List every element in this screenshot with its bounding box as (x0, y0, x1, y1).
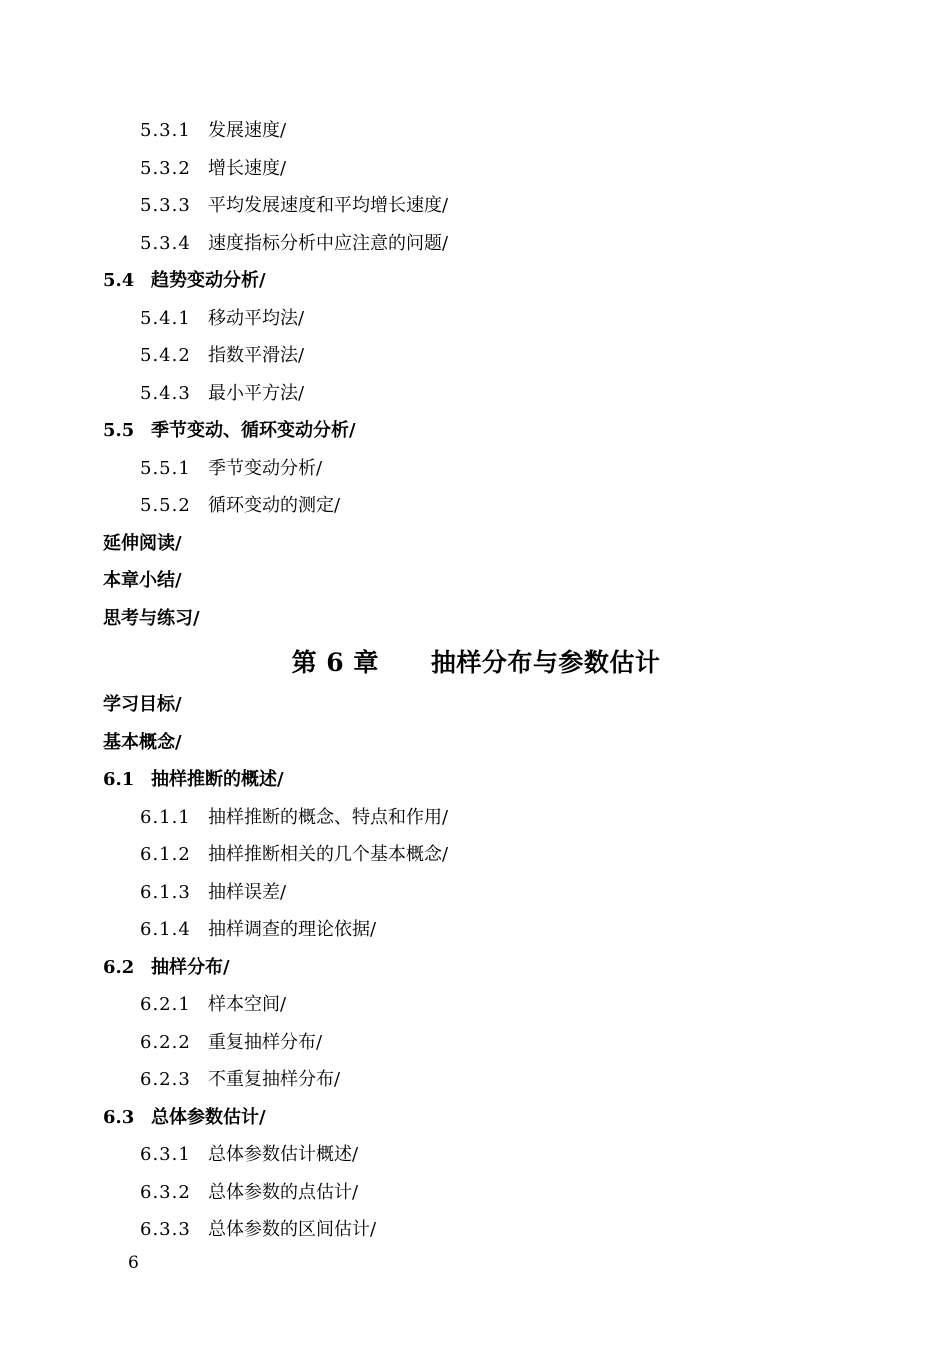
toc-entry-title: 总体参数的区间估计/ (208, 1219, 377, 1240)
toc-entry-title: 学习目标/ (103, 694, 182, 715)
toc-entry-title: 本章小结/ (103, 570, 182, 591)
toc-section-entry (103, 731, 182, 753)
toc-section-entry (103, 272, 266, 290)
toc-entry-title: 抽样分布/ (151, 956, 230, 978)
toc-entry-title: 趋势变动分析/ (151, 270, 266, 291)
toc-entry-number: 5.3.3 (140, 195, 191, 216)
toc-subsection-entry (140, 197, 448, 215)
toc-section-entry (103, 956, 230, 978)
toc-entry-title: 最小平方法/ (208, 382, 305, 404)
toc-entry-title: 速度指标分析中应注意的问题/ (208, 232, 449, 254)
toc-entry-number: 5.4.1 (140, 307, 191, 329)
toc-section-entry (103, 696, 182, 714)
toc-entry-title: 重复抽样分布/ (208, 1031, 323, 1053)
toc-subsection-entry (140, 457, 323, 479)
toc-entry-number: 6.1.2 (140, 844, 191, 865)
toc-entry-title: 平均发展速度和平均增长速度/ (208, 195, 449, 216)
chapter-title: 抽样分布与参数估计 (430, 648, 661, 677)
toc-section-entry (103, 532, 182, 554)
toc-entry-title: 抽样推断的概念、特点和作用/ (208, 806, 449, 828)
toc-entry-number: 5.4.2 (140, 345, 191, 366)
toc-entry-number: 6.3 (103, 1106, 135, 1128)
toc-subsection-entry (140, 497, 340, 515)
toc-entry-number: 5.3.2 (140, 157, 191, 179)
toc-subsection-entry (140, 1181, 359, 1203)
toc-entry-number: 6.2.2 (140, 1031, 191, 1053)
toc-entry-title: 不重复抽样分布/ (208, 1069, 341, 1090)
toc-entry-number: 6.3.3 (140, 1219, 191, 1240)
toc-subsection-entry (140, 122, 286, 140)
toc-entry-number: 6.3.1 (140, 1144, 191, 1165)
toc-subsection-entry (140, 806, 449, 828)
toc-subsection-entry (140, 232, 449, 254)
toc-entry-number: 5.5.2 (140, 495, 191, 516)
toc-entry-title: 思考与练习/ (103, 607, 200, 629)
chapter-number: 第 6 章 (291, 648, 379, 677)
toc-entry-title: 总体参数的点估计/ (208, 1181, 359, 1203)
toc-subsection-entry (140, 307, 305, 329)
toc-entry-number: 5.4.3 (140, 382, 191, 404)
toc-entry-title: 延伸阅读/ (103, 532, 182, 554)
toc-entry-title: 抽样误差/ (208, 881, 287, 903)
toc-subsection-entry (140, 1071, 340, 1089)
toc-entry-title: 指数平滑法/ (208, 345, 305, 366)
toc-entry-number: 6.1.1 (140, 806, 191, 828)
toc-subsection-entry (140, 1221, 376, 1239)
toc-section-entry (103, 572, 182, 590)
toc-entry-title: 季节变动、循环变动分析/ (151, 420, 356, 441)
toc-entry-title: 移动平均法/ (208, 307, 305, 329)
toc-entry-title: 抽样推断的概述/ (151, 769, 284, 790)
toc-entry-number: 6.3.2 (140, 1181, 191, 1203)
toc-section-entry (103, 1106, 266, 1128)
toc-subsection-entry (140, 881, 287, 903)
toc-subsection-entry (140, 1146, 358, 1164)
toc-entry-number: 6.2 (103, 956, 135, 978)
chapter-heading (0, 650, 952, 675)
toc-subsection-entry (140, 157, 287, 179)
toc-entry-title: 抽样推断相关的几个基本概念/ (208, 844, 449, 865)
toc-section-entry (103, 607, 200, 629)
toc-entry-number: 5.3.1 (140, 120, 191, 141)
toc-subsection-entry (140, 846, 448, 864)
toc-entry-title: 季节变动分析/ (208, 457, 323, 479)
toc-subsection-entry (140, 347, 304, 365)
toc-entry-title: 总体参数估计概述/ (208, 1144, 359, 1165)
toc-subsection-entry (140, 1031, 323, 1053)
toc-entry-title: 增长速度/ (208, 157, 287, 179)
toc-entry-title: 循环变动的测定/ (208, 495, 341, 516)
toc-entry-number: 6.1 (103, 769, 135, 790)
toc-entry-number: 6.2.1 (140, 994, 191, 1015)
toc-entry-number: 5.5 (103, 420, 135, 441)
toc-entry-title: 样本空间/ (208, 994, 287, 1015)
toc-subsection-entry (140, 382, 305, 404)
toc-entry-title: 基本概念/ (103, 731, 182, 753)
toc-section-entry (103, 771, 284, 789)
toc-entry-number: 6.1.3 (140, 881, 191, 903)
toc-entry-number: 5.5.1 (140, 457, 191, 479)
toc-entry-title: 总体参数估计/ (151, 1106, 266, 1128)
page-number: 6 (128, 1253, 139, 1273)
toc-section-entry (103, 422, 356, 440)
toc-subsection-entry (140, 921, 376, 939)
toc-entry-number: 5.3.4 (140, 232, 191, 254)
toc-entry-number: 6.1.4 (140, 919, 191, 940)
toc-entry-title: 发展速度/ (208, 120, 287, 141)
toc-entry-title: 抽样调查的理论依据/ (208, 919, 377, 940)
toc-subsection-entry (140, 996, 286, 1014)
toc-entry-number: 6.2.3 (140, 1069, 191, 1090)
toc-entry-number: 5.4 (103, 270, 135, 291)
